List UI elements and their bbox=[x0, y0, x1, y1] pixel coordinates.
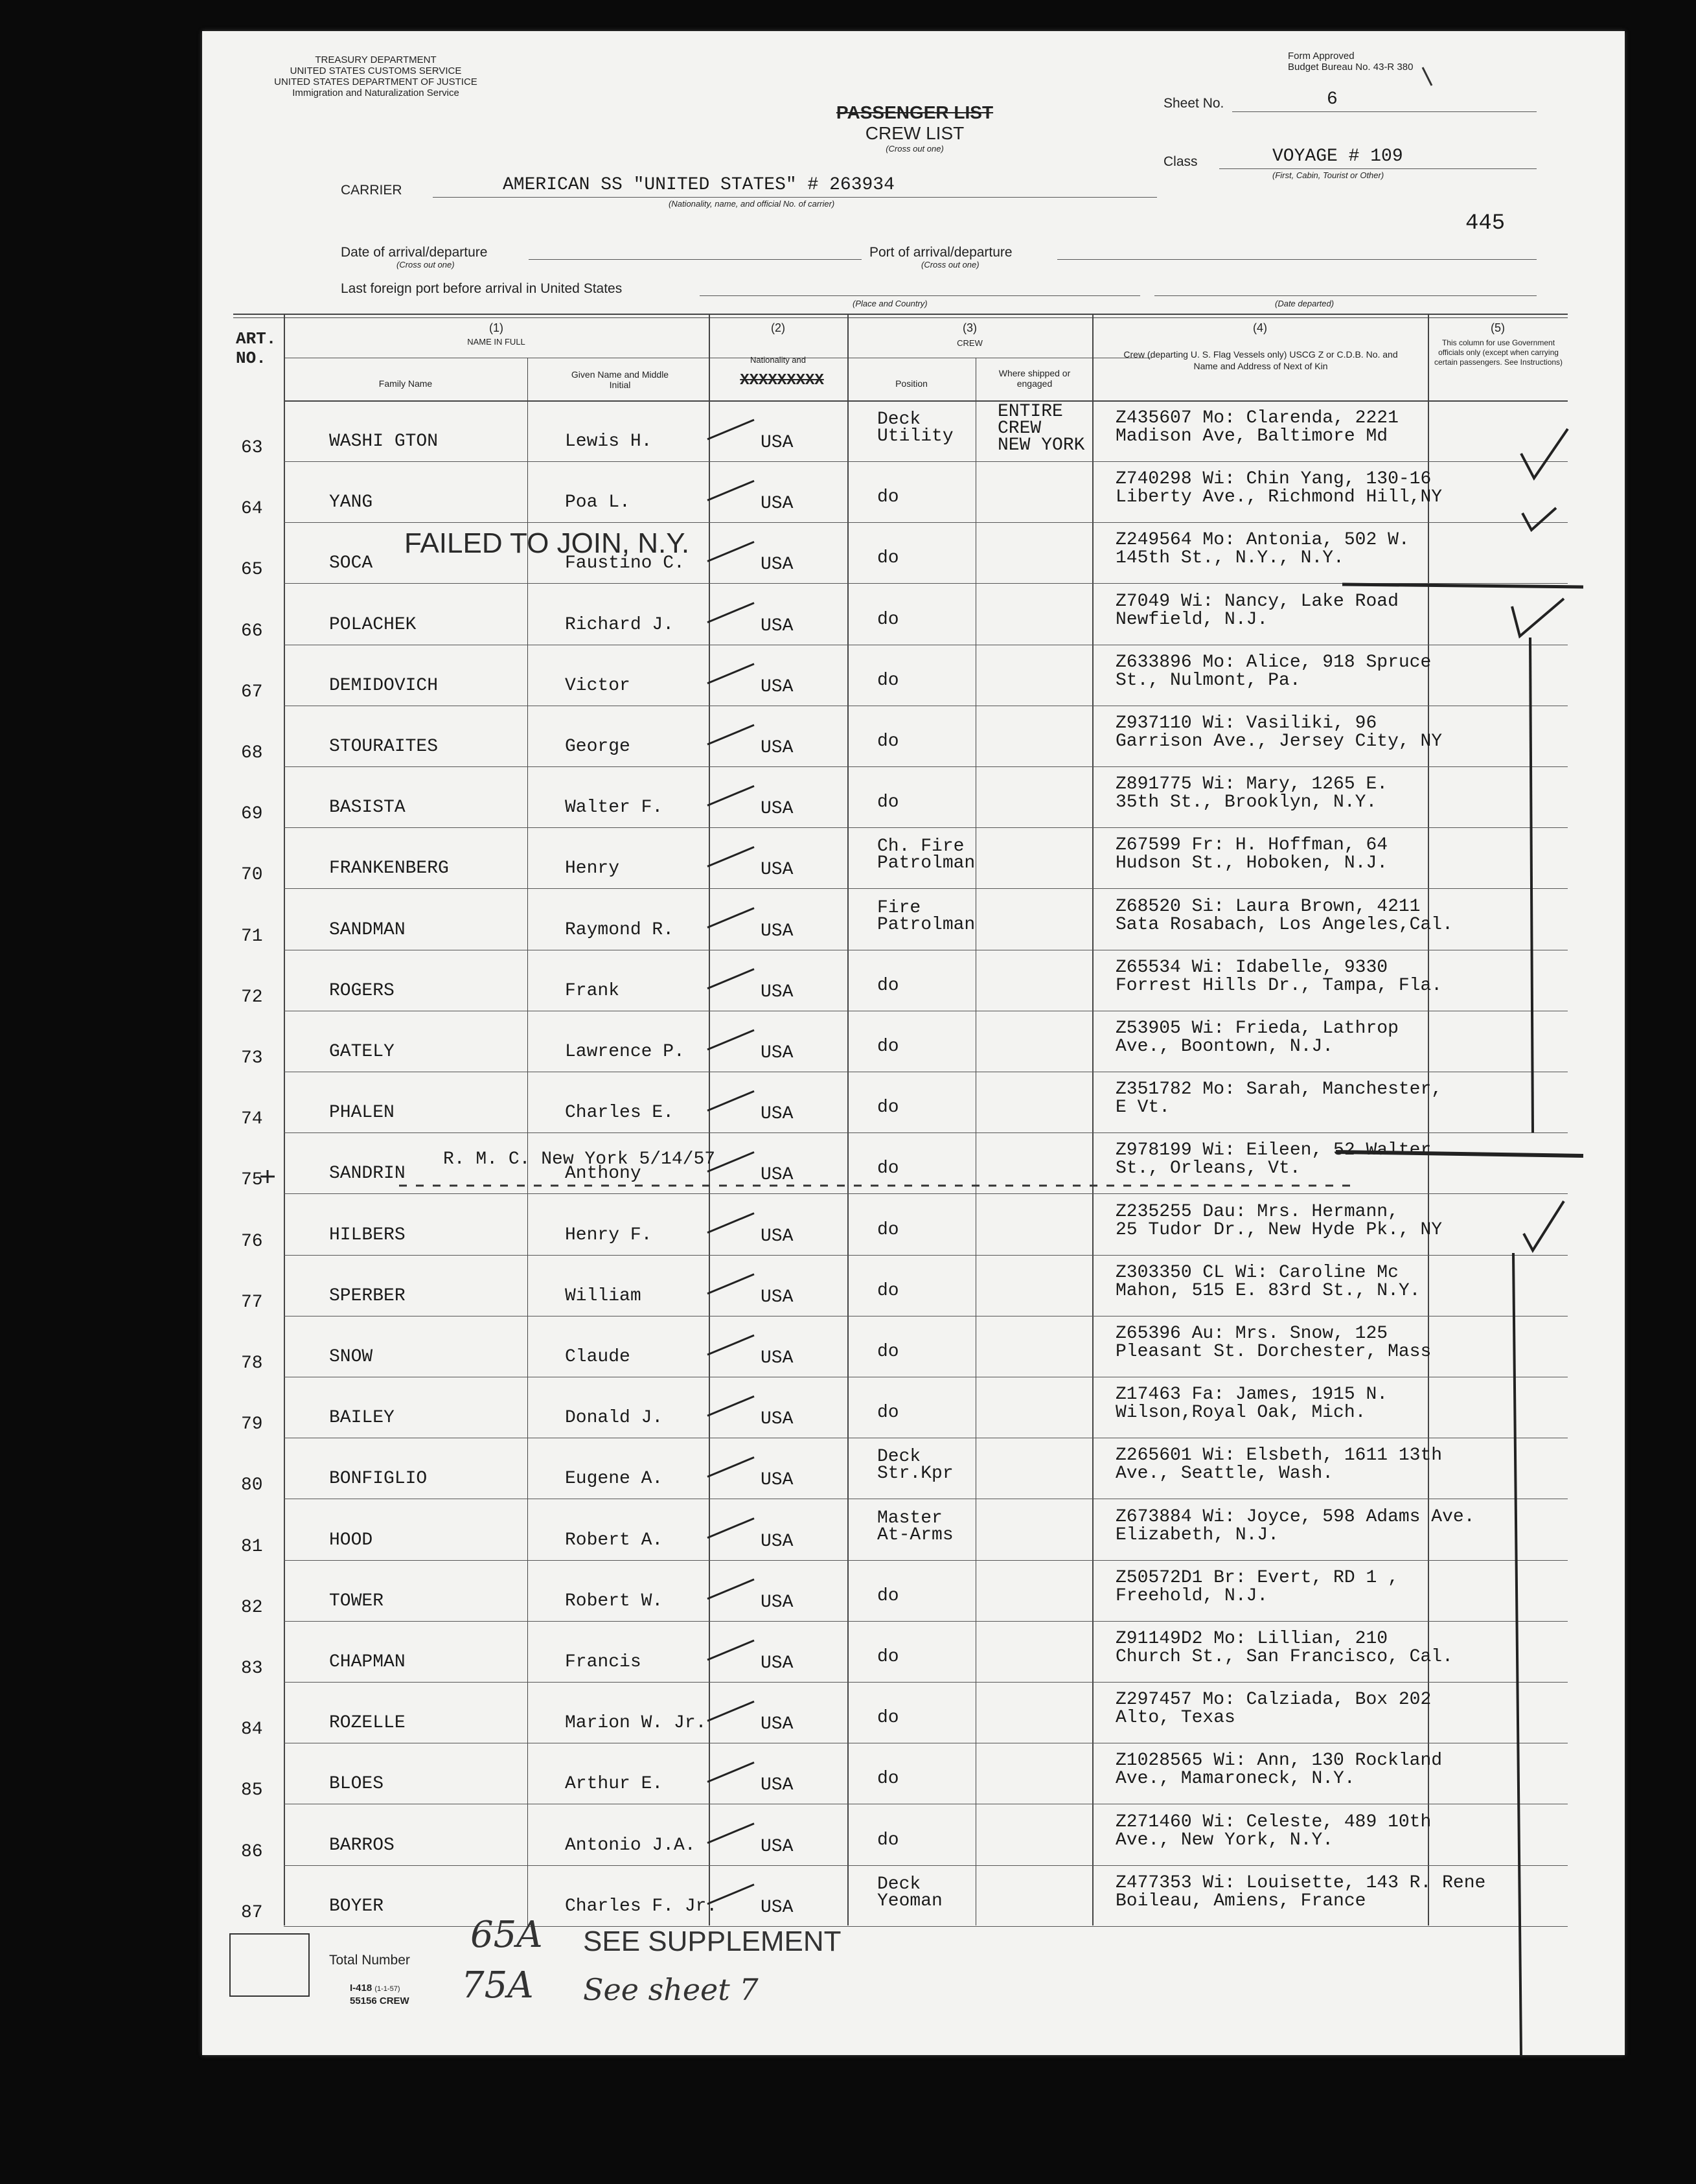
nationality: USA bbox=[761, 615, 794, 636]
nationality: USA bbox=[761, 1348, 794, 1368]
next-of-kin-line2: 145th St., N.Y., N.Y. bbox=[1116, 548, 1344, 569]
tick-mark bbox=[707, 1580, 754, 1599]
position-line2: Utility bbox=[877, 426, 954, 446]
next-of-kin-line2: Newfield, N.J. bbox=[1116, 609, 1268, 630]
agency-line: TREASURY DEPARTMENT bbox=[315, 54, 437, 65]
nationality: USA bbox=[761, 860, 794, 880]
next-of-kin-line2: Freehold, N.J. bbox=[1116, 1585, 1268, 1606]
nationality: USA bbox=[761, 738, 794, 758]
nationality: USA bbox=[761, 1653, 794, 1673]
given-name: Lawrence P. bbox=[565, 1042, 685, 1062]
title-note: (Cross out one) bbox=[886, 144, 944, 154]
next-of-kin-line1: Z68520 Si: Laura Brown, 4211 bbox=[1116, 896, 1421, 917]
family-name: TOWER bbox=[329, 1591, 384, 1611]
crew-list-sheet bbox=[202, 31, 1625, 2055]
position-line2: do bbox=[877, 1403, 899, 1423]
tick-mark bbox=[707, 1396, 754, 1416]
row-number: 79 bbox=[241, 1414, 263, 1435]
name-in-full-header: NAME IN FULL bbox=[467, 337, 525, 347]
budget-bureau-no: Budget Bureau No. 43-R 380 bbox=[1288, 62, 1414, 73]
family-name: PHALEN bbox=[329, 1103, 395, 1123]
nationality: USA bbox=[761, 799, 794, 820]
position-line2: do bbox=[877, 1219, 899, 1240]
next-of-kin-line1: Z351782 Mo: Sarah, Manchester, bbox=[1116, 1079, 1443, 1100]
family-name: ROZELLE bbox=[329, 1713, 406, 1734]
position-line2: do bbox=[877, 731, 899, 752]
family-name: WASHI GTON bbox=[329, 431, 439, 452]
family-name: SPERBER bbox=[329, 1285, 406, 1306]
sheet-no-value: 6 bbox=[1327, 89, 1338, 109]
next-of-kin-line2: St., Nulmont, Pa. bbox=[1116, 670, 1301, 691]
nationality: USA bbox=[761, 1714, 794, 1735]
row-number: 78 bbox=[241, 1353, 263, 1374]
col3-number: (3) bbox=[963, 321, 977, 334]
family-name: SANDMAN bbox=[329, 919, 406, 940]
form-date: (1-1-57) bbox=[374, 1985, 400, 1993]
where-shipped-line3: NEW YORK bbox=[998, 435, 1085, 455]
tick-mark bbox=[707, 1701, 754, 1721]
position-line2: do bbox=[877, 1342, 899, 1362]
given-name-header: Given Name and Middle Initial bbox=[571, 369, 669, 390]
position-line2: Patrolman bbox=[877, 914, 976, 935]
given-name: Poa L. bbox=[565, 492, 630, 513]
row-number: 71 bbox=[241, 926, 263, 947]
handwritten-65a: 65A bbox=[470, 1914, 543, 1956]
arrival-port-label: Port of arrival/departure bbox=[869, 245, 1013, 260]
family-name: BOYER bbox=[329, 1896, 384, 1916]
tick-mark bbox=[707, 1335, 754, 1355]
position-line2: do bbox=[877, 1280, 899, 1301]
form-no: I-418 bbox=[350, 1983, 372, 1994]
next-of-kin-line2: Wilson,Royal Oak, Mich. bbox=[1116, 1403, 1366, 1423]
sheet-no-label: Sheet No. bbox=[1163, 96, 1224, 111]
tick-mark bbox=[707, 1640, 754, 1660]
tick-mark bbox=[707, 1213, 754, 1233]
given-name: Robert W. bbox=[565, 1591, 663, 1611]
class-value: VOYAGE # 109 bbox=[1272, 146, 1403, 167]
total-number-box bbox=[229, 1933, 310, 1997]
next-of-kin-line1: Z297457 Mo: Calziada, Box 202 bbox=[1116, 1690, 1432, 1710]
next-of-kin-line1: Z740298 Wi: Chin Yang, 130-16 bbox=[1116, 469, 1432, 490]
next-of-kin-line1: Z303350 CL Wi: Caroline Mc bbox=[1116, 1262, 1399, 1283]
family-name: BARROS bbox=[329, 1835, 395, 1856]
next-of-kin-line2: Pleasant St. Dorchester, Mass bbox=[1116, 1342, 1432, 1362]
row-number: 86 bbox=[241, 1841, 263, 1862]
position-line2: do bbox=[877, 1098, 899, 1118]
next-of-kin-line1: Z17463 Fa: James, 1915 N. bbox=[1116, 1385, 1388, 1405]
nationality-tick-marks bbox=[202, 31, 1625, 2055]
tick-mark bbox=[707, 664, 754, 684]
position-line2: do bbox=[877, 792, 899, 813]
nationality: USA bbox=[761, 1531, 794, 1552]
agency-line: Immigration and Naturalization Service bbox=[292, 87, 459, 98]
position-line2: do bbox=[877, 1158, 899, 1179]
see-supplement-stamp: SEE SUPPLEMENT bbox=[583, 1925, 842, 1957]
next-of-kin-line2: Liberty Ave., Richmond Hill,NY bbox=[1116, 487, 1443, 508]
given-name: Victor bbox=[565, 675, 630, 696]
next-of-kin-line2: Ave., Mamaroneck, N.Y. bbox=[1116, 1769, 1355, 1789]
next-of-kin-line1: Z65396 Au: Mrs. Snow, 125 bbox=[1116, 1324, 1388, 1344]
family-name: HOOD bbox=[329, 1530, 373, 1550]
next-of-kin-line2: Alto, Texas bbox=[1116, 1708, 1235, 1729]
tick-mark bbox=[707, 786, 754, 805]
next-of-kin-line2: 35th St., Brooklyn, N.Y. bbox=[1116, 792, 1377, 813]
family-name: BASISTA bbox=[329, 798, 406, 818]
arrival-date-label: Date of arrival/departure bbox=[341, 245, 488, 260]
handwritten-see-sheet: See sheet 7 bbox=[583, 1972, 759, 2007]
row-number: 68 bbox=[241, 743, 263, 763]
row-number: 72 bbox=[241, 987, 263, 1007]
next-of-kin-line1: Z673884 Wi: Joyce, 598 Adams Ave. bbox=[1116, 1506, 1475, 1527]
tick-mark bbox=[707, 1091, 754, 1110]
position-line2: do bbox=[877, 1037, 899, 1057]
nationality: USA bbox=[761, 1775, 794, 1796]
next-of-kin-line2: Hudson St., Hoboken, N.J. bbox=[1116, 853, 1388, 874]
carrier-value: AMERICAN SS "UNITED STATES" # 263934 bbox=[503, 175, 895, 195]
nationality: USA bbox=[761, 1287, 794, 1307]
next-of-kin-line2: Ave., Seattle, Wash. bbox=[1116, 1464, 1334, 1484]
position-line1: Deck bbox=[877, 409, 921, 430]
last-port-label: Last foreign port before arrival in United States bbox=[341, 281, 623, 296]
next-of-kin-line1: Z271460 Wi: Celeste, 489 10th bbox=[1116, 1811, 1432, 1832]
tick-mark bbox=[707, 603, 754, 623]
row-number: 63 bbox=[241, 438, 263, 458]
next-of-kin-line1: Z1028565 Wi: Ann, 130 Rockland bbox=[1116, 1751, 1443, 1771]
date-departed-note: (Date departed) bbox=[1275, 299, 1335, 308]
family-name: BAILEY bbox=[329, 1408, 395, 1429]
nationality: USA bbox=[761, 1165, 794, 1186]
family-name: SANDRIN bbox=[329, 1164, 406, 1184]
next-of-kin-line2: Mahon, 515 E. 83rd St., N.Y. bbox=[1116, 1280, 1421, 1301]
given-name: Donald J. bbox=[565, 1408, 663, 1429]
row-number: 77 bbox=[241, 1292, 263, 1313]
given-name: Walter F. bbox=[565, 798, 663, 818]
family-name: BONFIGLIO bbox=[329, 1469, 428, 1489]
agency-line: UNITED STATES CUSTOMS SERVICE bbox=[290, 65, 462, 76]
next-of-kin-line1: Z91149D2 Mo: Lillian, 210 bbox=[1116, 1629, 1388, 1649]
arrival-date-note: (Cross out one) bbox=[396, 260, 455, 270]
position-line1: Ch. Fire bbox=[877, 836, 965, 857]
next-of-kin-line1: Z435607 Mo: Clarenda, 2221 bbox=[1116, 408, 1399, 428]
given-name: Henry F. bbox=[565, 1224, 652, 1245]
next-of-kin-line1: Z7049 Wi: Nancy, Lake Road bbox=[1116, 591, 1399, 612]
carrier-label: CARRIER bbox=[341, 183, 402, 198]
next-of-kin-line2: Elizabeth, N.J. bbox=[1116, 1524, 1279, 1545]
next-of-kin-line2: 25 Tudor Dr., New Hyde Pk., NY bbox=[1116, 1219, 1443, 1240]
given-name: William bbox=[565, 1285, 641, 1306]
nationality: USA bbox=[761, 1592, 794, 1613]
tick-mark bbox=[707, 1152, 754, 1171]
next-of-kin-line2: St., Orleans, Vt. bbox=[1116, 1158, 1301, 1179]
family-name: STOURAITES bbox=[329, 737, 439, 757]
passenger-list-struck: PASSENGER LIST bbox=[836, 102, 994, 122]
position-line1: Deck bbox=[877, 1447, 921, 1467]
next-of-kin-line2: Ave., Boontown, N.J. bbox=[1116, 1037, 1334, 1057]
where-shipped-header: Where shipped or engaged bbox=[998, 368, 1071, 389]
nationality: USA bbox=[761, 1226, 794, 1247]
next-of-kin-line2: Sata Rosabach, Los Angeles,Cal. bbox=[1116, 914, 1453, 935]
agency-line: UNITED STATES DEPARTMENT OF JUSTICE bbox=[274, 76, 477, 87]
total-number-label: Total Number bbox=[329, 1953, 410, 1968]
art-no-header: ART. NO. bbox=[236, 329, 277, 368]
tick-mark bbox=[707, 1762, 754, 1782]
family-name: HILBERS bbox=[329, 1224, 406, 1245]
nationality: USA bbox=[761, 555, 794, 575]
row-number: 80 bbox=[241, 1475, 263, 1496]
next-of-kin-line1: Z978199 Wi: Eileen, 52 Walter bbox=[1116, 1140, 1432, 1161]
given-name: George bbox=[565, 737, 630, 757]
family-name: YANG bbox=[329, 492, 373, 513]
next-of-kin-line1: Z891775 Wi: Mary, 1265 E. bbox=[1116, 774, 1388, 795]
given-name: Francis bbox=[565, 1652, 641, 1672]
next-of-kin-line2: Madison Ave, Baltimore Md bbox=[1116, 426, 1388, 446]
position-line1: Master bbox=[877, 1508, 943, 1528]
position-line2: Str.Kpr bbox=[877, 1464, 954, 1484]
position-line2: do bbox=[877, 1769, 899, 1789]
family-name: CHAPMAN bbox=[329, 1652, 406, 1672]
tick-mark bbox=[707, 542, 754, 561]
row-number: 74 bbox=[241, 1109, 263, 1130]
form-code: 55156 CREW bbox=[350, 1995, 409, 2006]
row-number: 66 bbox=[241, 621, 263, 641]
row-number: 87 bbox=[241, 1902, 263, 1923]
tick-mark bbox=[707, 481, 754, 500]
next-of-kin-line1: Z65534 Wi: Idabelle, 9330 bbox=[1116, 957, 1388, 978]
row-number: 64 bbox=[241, 499, 263, 520]
row-number: 70 bbox=[241, 865, 263, 886]
nationality: USA bbox=[761, 1409, 794, 1430]
given-name: Raymond R. bbox=[565, 919, 674, 940]
given-name: Eugene A. bbox=[565, 1469, 663, 1489]
col1-number: (1) bbox=[489, 321, 503, 334]
carrier-note: (Nationality, name, and official No. of carrier) bbox=[669, 199, 835, 209]
given-name: Faustino C. bbox=[565, 553, 685, 574]
family-name: POLACHEK bbox=[329, 614, 417, 635]
given-name: Frank bbox=[565, 980, 620, 1001]
position-header: Position bbox=[895, 378, 928, 389]
nationality: USA bbox=[761, 1043, 794, 1063]
given-name: Henry bbox=[565, 858, 620, 879]
row-number: 75 bbox=[241, 1170, 263, 1191]
where-shipped-line1: ENTIRE bbox=[998, 402, 1063, 422]
position-line2: do bbox=[877, 1585, 899, 1606]
next-of-kin-line1: Z235255 Dau: Mrs. Hermann, bbox=[1116, 1201, 1399, 1222]
row-number: 85 bbox=[241, 1780, 263, 1801]
next-of-kin-line1: Z937110 Wi: Vasiliki, 96 bbox=[1116, 713, 1377, 733]
position-line2: do bbox=[877, 975, 899, 996]
where-shipped-line2: CREW bbox=[998, 419, 1042, 439]
position-line1: Deck bbox=[877, 1874, 921, 1894]
next-of-kin-line2: Forrest Hills Dr., Tampa, Fla. bbox=[1116, 975, 1443, 996]
position-line2: do bbox=[877, 670, 899, 691]
next-of-kin-line1: Z265601 Wi: Elsbeth, 1611 13th bbox=[1116, 1445, 1443, 1466]
position-line2: At-Arms bbox=[877, 1524, 954, 1545]
tick-mark bbox=[707, 847, 754, 866]
row-number: 76 bbox=[241, 1231, 263, 1252]
position-line2: do bbox=[877, 609, 899, 630]
given-name: Antonio J.A. bbox=[565, 1835, 696, 1856]
given-name: Claude bbox=[565, 1347, 630, 1367]
nationality: USA bbox=[761, 1836, 794, 1857]
position-line2: Patrolman bbox=[877, 853, 976, 874]
row-number: 73 bbox=[241, 1048, 263, 1068]
nationality: USA bbox=[761, 1470, 794, 1491]
tick-mark bbox=[707, 420, 754, 439]
family-name: GATELY bbox=[329, 1042, 395, 1062]
form-number bbox=[350, 1983, 400, 1994]
nationality-struck: XXXXXXXXX bbox=[740, 372, 824, 389]
next-of-kin-line1: Z249564 Mo: Antonia, 502 W. bbox=[1116, 530, 1410, 551]
given-name: Charles F. Jr. bbox=[565, 1896, 718, 1916]
position-line2: do bbox=[877, 1647, 899, 1667]
failed-to-join-stamp: FAILED TO JOIN, N.Y. bbox=[404, 527, 690, 559]
row-number: 83 bbox=[241, 1659, 263, 1679]
tick-mark bbox=[707, 1824, 754, 1843]
class-label: Class bbox=[1163, 154, 1198, 169]
position-line2: do bbox=[877, 1830, 899, 1850]
form-approved-line: Form Approved bbox=[1288, 51, 1355, 62]
tick-mark bbox=[707, 725, 754, 744]
crew-header: CREW bbox=[957, 338, 983, 348]
position-line1: Fire bbox=[877, 897, 921, 918]
family-name: SOCA bbox=[329, 553, 373, 574]
nationality: USA bbox=[761, 921, 794, 941]
stamped-page-number: 445 bbox=[1465, 211, 1506, 236]
row-number: 84 bbox=[241, 1719, 263, 1740]
tick-mark bbox=[707, 1457, 754, 1477]
given-name: Lewis H. bbox=[565, 431, 652, 452]
col5-number: (5) bbox=[1491, 321, 1505, 334]
given-name: Anthony bbox=[565, 1164, 641, 1184]
next-of-kin-line1: Z67599 Fr: H. Hoffman, 64 bbox=[1116, 835, 1388, 856]
next-of-kin-line2: Garrison Ave., Jersey City, NY bbox=[1116, 731, 1443, 752]
next-of-kin-line1: Z53905 Wi: Frieda, Lathrop bbox=[1116, 1018, 1399, 1039]
nationality: USA bbox=[761, 676, 794, 697]
position-line2: do bbox=[877, 548, 899, 569]
position-line2: Yeoman bbox=[877, 1891, 943, 1911]
position-line2: do bbox=[877, 1708, 899, 1729]
next-of-kin-line1: Z50572D1 Br: Evert, RD 1 , bbox=[1116, 1567, 1399, 1588]
row-number: 65 bbox=[241, 560, 263, 580]
given-name: Richard J. bbox=[565, 614, 674, 635]
arrival-port-note: (Cross out one) bbox=[921, 260, 980, 270]
row-number: 67 bbox=[241, 682, 263, 702]
next-of-kin-line1: Z633896 Mo: Alice, 918 Spruce bbox=[1116, 652, 1432, 672]
family-name-header: Family Name bbox=[378, 378, 433, 389]
place-note: (Place and Country) bbox=[853, 299, 928, 308]
nationality: USA bbox=[761, 1897, 794, 1918]
crew-info-header: Crew (departing U. S. Flag Vessels only) USCG Z or C.D.B. No. and Name and Address of Next of Kin bbox=[1123, 349, 1398, 371]
rmc-notation: R. M. C. New York 5/14/57 bbox=[443, 1149, 716, 1169]
col2-number: (2) bbox=[771, 321, 785, 334]
class-note: (First, Cabin, Tourist or Other) bbox=[1272, 170, 1384, 180]
crew-list-title: CREW LIST bbox=[865, 123, 965, 143]
row-number: 81 bbox=[241, 1536, 263, 1557]
next-of-kin-line2: Boileau, Amiens, France bbox=[1116, 1891, 1366, 1911]
family-name: BLOES bbox=[329, 1774, 384, 1795]
tick-mark bbox=[707, 1885, 754, 1904]
row-number: 82 bbox=[241, 1597, 263, 1618]
next-of-kin-line2: Church St., San Francisco, Cal. bbox=[1116, 1647, 1453, 1667]
nationality: USA bbox=[761, 494, 794, 514]
position-line2: do bbox=[877, 487, 899, 508]
given-name: Robert A. bbox=[565, 1530, 663, 1550]
next-of-kin-line1: Z477353 Wi: Louisette, 143 R. Rene bbox=[1116, 1872, 1486, 1893]
nationality-header: Nationality and bbox=[750, 355, 806, 365]
given-name: Charles E. bbox=[565, 1103, 674, 1123]
nationality: USA bbox=[761, 433, 794, 453]
family-name: DEMIDOVICH bbox=[329, 675, 439, 696]
given-name: Marion W. Jr. bbox=[565, 1713, 707, 1734]
family-name: FRANKENBERG bbox=[329, 858, 449, 879]
next-of-kin-line2: E Vt. bbox=[1116, 1098, 1171, 1118]
tick-mark bbox=[707, 908, 754, 928]
next-of-kin-line2: Ave., New York, N.Y. bbox=[1116, 1830, 1334, 1850]
tick-mark bbox=[707, 969, 754, 989]
nationality: USA bbox=[761, 982, 794, 1002]
given-name: Arthur E. bbox=[565, 1774, 663, 1795]
tick-mark bbox=[707, 1274, 754, 1294]
govt-header: This column for use Government officials only (except when carrying certain passengers. See Instructions) bbox=[1434, 338, 1563, 367]
handwritten-75a: 75A bbox=[461, 1964, 534, 2006]
tick-mark bbox=[707, 1519, 754, 1538]
nationality: USA bbox=[761, 1104, 794, 1125]
tick-mark bbox=[707, 1030, 754, 1050]
row-number: 69 bbox=[241, 804, 263, 825]
family-name: ROGERS bbox=[329, 980, 395, 1001]
family-name: SNOW bbox=[329, 1347, 373, 1367]
col4-number: (4) bbox=[1253, 321, 1267, 334]
